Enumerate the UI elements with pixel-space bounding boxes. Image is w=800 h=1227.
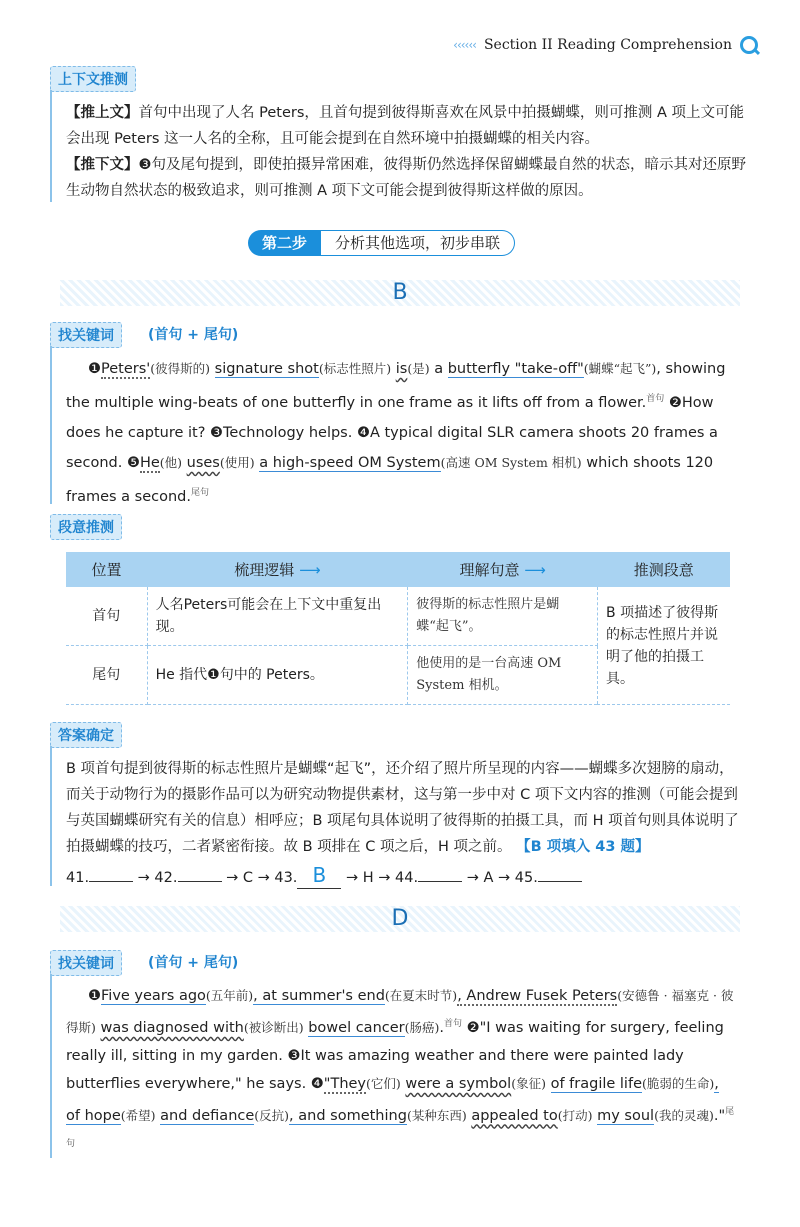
col-logic-label: 梳理逻辑 <box>234 561 295 579</box>
section-b-header: B <box>60 280 740 306</box>
blank-45 <box>538 867 582 882</box>
gloss: (使用) <box>219 454 255 470</box>
filled-43: B <box>297 862 341 889</box>
phrase: uses <box>186 454 220 471</box>
answer-sequence <box>66 862 746 891</box>
divider <box>50 346 52 504</box>
section-b-passage <box>66 354 736 512</box>
phrase: bowel cancer <box>308 1019 405 1036</box>
gloss: (它们) <box>366 1075 401 1091</box>
gloss: (希望) <box>120 1107 156 1123</box>
text-below: ❸句及尾句提到，即使拍摄异常困难，彼得斯仍然选择保留蝴蝶最自然的状态，暗示其对还原野生动物自然状态的极致追求，则可推测 A 项下文可能会提到彼得斯这样做的原因。 <box>66 157 746 199</box>
phrase: Five years ago <box>101 988 206 1004</box>
chevron-left-icon: ‹‹‹‹‹‹ <box>453 38 476 52</box>
divider <box>50 746 52 886</box>
phrase: my soul <box>597 1107 655 1124</box>
step-banner <box>248 230 515 256</box>
gloss: (我的灵魂) <box>654 1107 714 1123</box>
page-header <box>453 36 758 54</box>
seq-43: → C → 43. <box>226 870 298 886</box>
phrase: ." <box>713 1107 726 1124</box>
phrase: , at summer's end <box>253 988 385 1004</box>
seq-45: → A → 45. <box>466 870 538 886</box>
col-logic <box>147 552 408 587</box>
infer-tag-b: 段意推测 <box>50 514 122 540</box>
phrase: He <box>139 454 160 471</box>
divider <box>50 90 52 202</box>
cell-logic: 人名Peters可能会在上下文中重复出现。 <box>147 587 408 646</box>
cell-infer: B 项描述了彼得斯的标志性照片并说明了他的拍摄工具。 <box>598 587 730 705</box>
seq-41: 41. <box>66 870 90 886</box>
sentence-number: ❺ <box>126 454 140 471</box>
context-paragraph-2 <box>66 152 746 204</box>
phrase: , Andrew Fusek Peters <box>457 988 618 1004</box>
first-sentence-mark: 首句 <box>444 1019 463 1029</box>
gloss: (脆弱的生命) <box>642 1075 715 1091</box>
seq-44: → H → 44. <box>346 870 419 886</box>
section-d-passage <box>66 982 736 1161</box>
sentence-number: ❶ <box>88 361 101 377</box>
sentence-number: ❹ <box>310 1075 324 1092</box>
gloss: (某种东西) <box>406 1107 467 1123</box>
cell-meaning: 他使用的是一台高速 OM System 相机。 <box>408 646 598 705</box>
phrase: , and something <box>289 1107 407 1124</box>
gloss: (是) <box>407 361 430 376</box>
gloss: (五年前) <box>205 988 254 1003</box>
section-d-header: D <box>60 906 740 932</box>
phrase: a <box>434 361 444 377</box>
col-infer: 推测段意 <box>598 552 730 587</box>
phrase: were a symbol <box>405 1075 512 1092</box>
keyword-sub-b: (首句 + 尾句) <box>148 327 239 343</box>
phrase: , of hope <box>66 1075 719 1124</box>
phrase: and defiance <box>160 1107 255 1124</box>
table-row <box>66 587 730 646</box>
last-sentence-mark: 尾句 <box>66 1106 735 1149</box>
text-above: 首句中出现了人名 Peters，且首句提到彼得斯喜欢在风景中拍摄蝴蝶，则可推测 A 项上文可能会出现 Peters 这一人名的全称，且可能会提到在自然环境中拍摄蝴蝶的相关内容。 <box>66 105 745 147</box>
answer-paragraph <box>66 756 746 860</box>
blank-41 <box>89 867 133 882</box>
gloss: (肠癌) <box>404 1019 440 1035</box>
context-tag: 上下文推测 <box>50 66 136 92</box>
sentence-number: ❶ <box>88 988 101 1004</box>
seq-42: → 42. <box>137 870 178 886</box>
col-meaning-label: 理解句意 <box>459 561 520 579</box>
gloss: (反抗) <box>254 1107 290 1123</box>
col-position: 位置 <box>66 552 147 587</box>
step-number: 第二步 <box>248 230 321 256</box>
label-above: 【推上文】 <box>66 105 139 121</box>
cell-position: 首句 <box>66 587 147 646</box>
phrase: is <box>395 361 408 377</box>
gloss: (彼得斯的) <box>150 361 211 376</box>
phrase: , showing the multiple wing-beats of one butterfly in one frame as it lifts off from a flower. <box>66 361 726 411</box>
section-title: Section II Reading Comprehension <box>483 37 732 53</box>
phrase: . <box>439 1019 444 1036</box>
sentences-2-3: ❷"I was waiting for surgery, feeling really ill, sitting in my garden. ❸It was amazing weather and there were painted lady butterflies everywhere," he says. <box>66 1019 724 1092</box>
keyword-tag-d: 找关键词 <box>50 950 122 976</box>
search-icon[interactable] <box>740 36 758 54</box>
gloss: (象征) <box>511 1075 546 1091</box>
phrase: was diagnosed with <box>100 1019 244 1036</box>
first-sentence-mark: 首句 <box>646 394 665 404</box>
blank-42 <box>178 867 222 882</box>
cell-meaning: 彼得斯的标志性照片是蝴蝶“起飞”。 <box>408 587 598 646</box>
cell-position: 尾句 <box>66 646 147 705</box>
arrow-right-icon: ⟶ <box>524 561 546 579</box>
col-meaning <box>408 552 598 587</box>
answer-note: 【B 项填入 43 题】 <box>516 839 650 855</box>
gloss: (打动) <box>557 1107 593 1123</box>
last-sentence-mark: 尾句 <box>190 487 209 498</box>
phrase: of fragile life <box>550 1075 642 1092</box>
answer-text: B 项首句提到彼得斯的标志性照片是蝴蝶“起飞”，还介绍了照片所呈现的内容——蝴蝶多次翅膀的扇动，而关于动物行为的摄影作品可以为研究动物提供素材，这与第一步中对 C 项下文内容的推测（可能会提到与英国蝴蝶研究有关的信息）相呼应；B 项尾句具体说明了彼得斯的拍摄工具，而 H 项首句则具体说明了拍摄蝴蝶的技巧，二者紧密衔接。故 B 项排在 C 项之后，H 项之前。 <box>66 761 739 855</box>
sentences-2-4: ❷How does he capture it? ❸Technology helps. ❹A typical digital SLR camera shoots 20 frames a second. <box>66 394 718 471</box>
phrase: signature shot <box>214 361 319 377</box>
phrase: which shoots 120 frames a second. <box>66 454 714 505</box>
gloss: (高速 OM System 相机) <box>440 454 582 470</box>
inference-table <box>66 552 730 705</box>
cell-logic: He 指代❶句中的 Peters。 <box>147 646 408 705</box>
gloss: (他) <box>159 454 183 470</box>
phrase: "They <box>323 1075 367 1092</box>
blank-44 <box>418 867 462 882</box>
gloss: (蝴蝶“起飞”) <box>583 361 657 376</box>
keyword-tag-b: 找关键词 <box>50 322 122 348</box>
answer-tag-b: 答案确定 <box>50 722 122 748</box>
gloss: (在夏末时节) <box>384 988 458 1003</box>
phrase: a high-speed OM System <box>259 454 441 471</box>
phrase: Peters' <box>101 361 151 377</box>
keyword-sub-d: (首句 + 尾句) <box>148 955 239 971</box>
gloss: (标志性照片) <box>318 361 392 376</box>
step-title: 分析其他选项，初步串联 <box>321 230 515 256</box>
phrase: appealed to <box>471 1107 558 1124</box>
table-header-row <box>66 552 730 587</box>
gloss: (被诊断出) <box>243 1019 304 1035</box>
arrow-right-icon: ⟶ <box>299 561 321 579</box>
divider <box>50 974 52 1158</box>
gloss: (安德鲁 · 福塞克 · 彼得斯) <box>66 988 734 1035</box>
label-below: 【推下文】 <box>66 157 139 173</box>
context-paragraph-1 <box>66 100 746 152</box>
phrase: butterfly "take-off" <box>447 361 584 377</box>
